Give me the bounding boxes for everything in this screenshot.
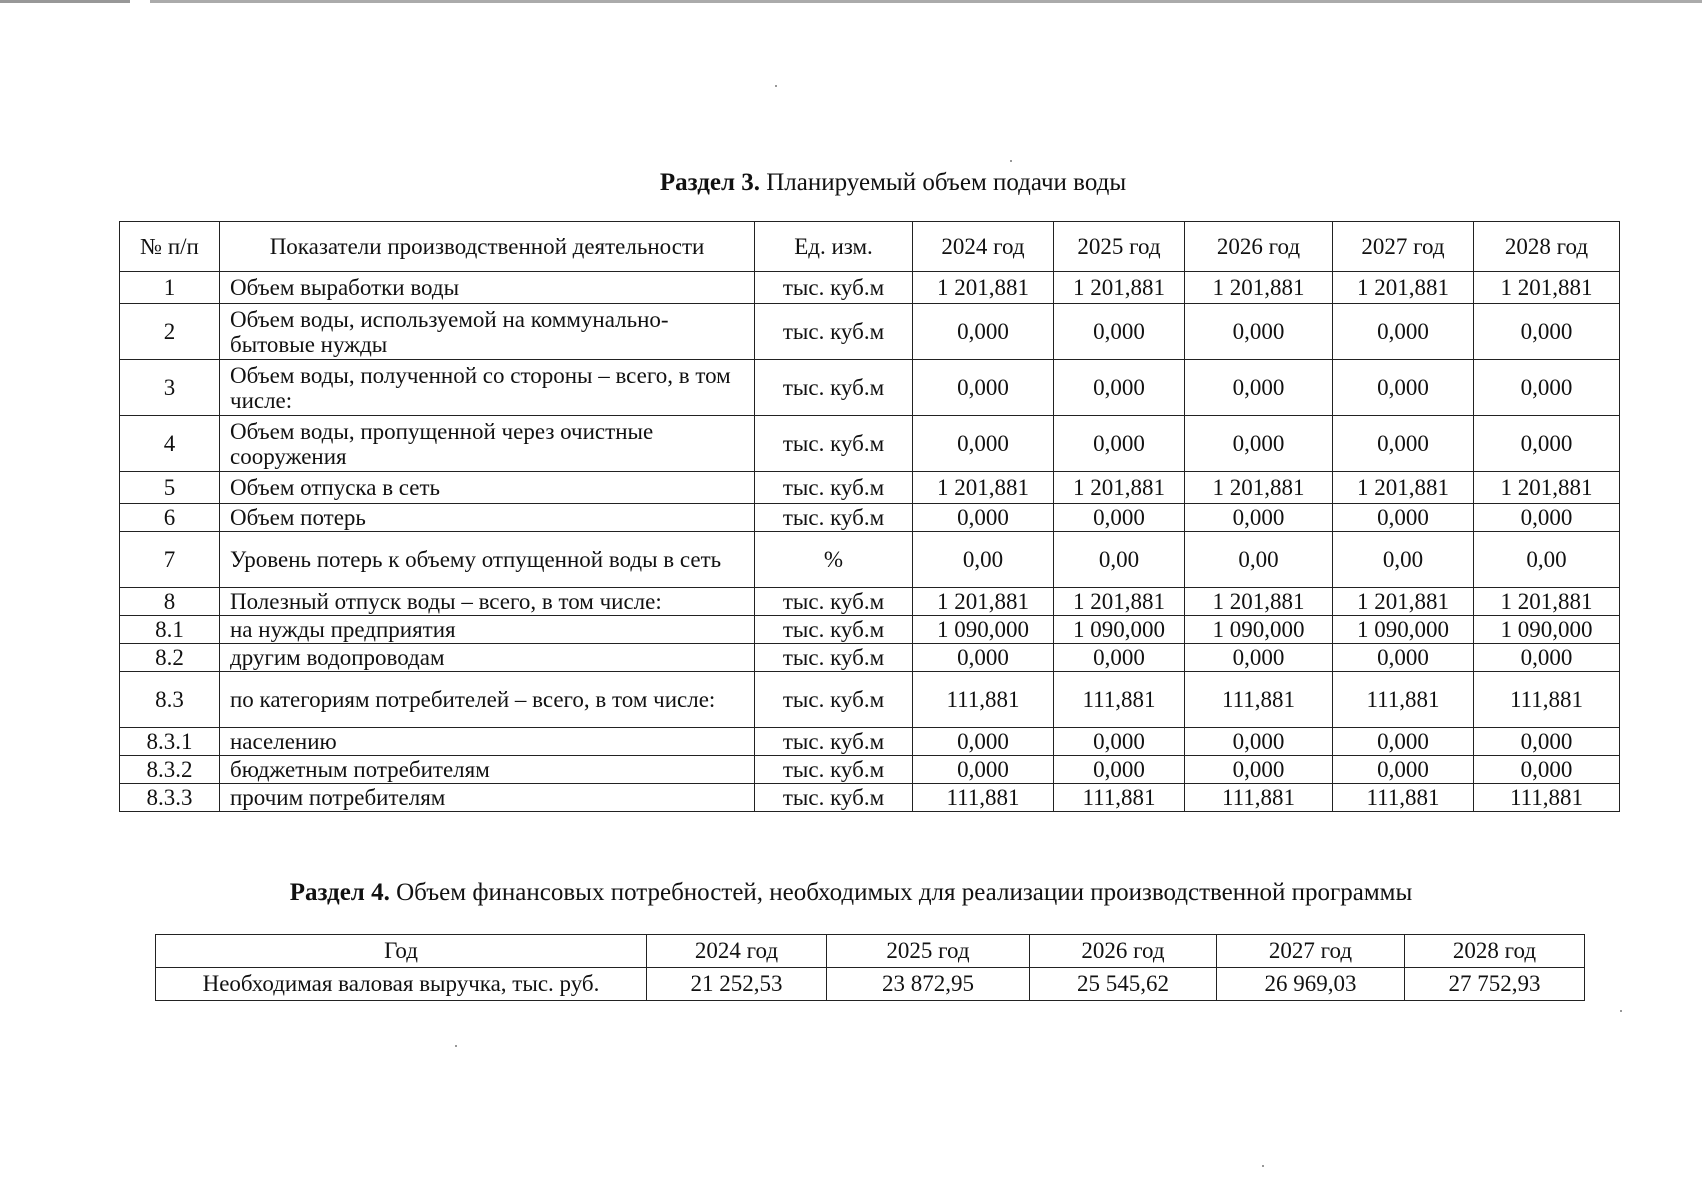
row-value-2027: 111,881 <box>1333 784 1474 812</box>
row-value-2026: 1 201,881 <box>1185 588 1333 616</box>
row-value-2024: 0,000 <box>913 756 1054 784</box>
row-indicator: по категориям потребителей – всего, в том числе: <box>220 672 755 728</box>
row-number: 3 <box>120 360 220 416</box>
table-row <box>156 968 1585 1001</box>
row-indicator: Уровень потерь к объему отпущенной воды в сеть <box>220 532 755 588</box>
row-unit: тыс. куб.м <box>755 672 913 728</box>
table-row <box>120 728 1620 756</box>
row-value-2028: 0,000 <box>1474 644 1620 672</box>
row-indicator: прочим потребителям <box>220 784 755 812</box>
header-2026: 2026 год <box>1030 935 1217 968</box>
row-value-2028: 0,000 <box>1474 728 1620 756</box>
table-header-row <box>156 935 1585 968</box>
row-indicator: Объем выработки воды <box>220 272 755 304</box>
header-2026: 2026 год <box>1185 222 1333 272</box>
water-supply-table <box>119 221 1620 812</box>
row-unit: тыс. куб.м <box>755 784 913 812</box>
row-value-2026: 1 201,881 <box>1185 272 1333 304</box>
row-value-2028: 1 090,000 <box>1474 616 1620 644</box>
header-num: № п/п <box>120 222 220 272</box>
row-number: 8.3.2 <box>120 756 220 784</box>
row-value-2028: 111,881 <box>1474 672 1620 728</box>
section-3-title-bold: Раздел 3. <box>659 169 760 196</box>
row-indicator: Объем отпуска в сеть <box>220 472 755 504</box>
row-number: 7 <box>120 532 220 588</box>
scan-edge-line <box>0 0 1702 3</box>
row-value-2028: 0,000 <box>1474 360 1620 416</box>
row-value-2024: 1 201,881 <box>913 588 1054 616</box>
row-indicator: на нужды предприятия <box>220 616 755 644</box>
row-number: 8.3.3 <box>120 784 220 812</box>
section-4-title-bold: Раздел 4. <box>289 879 390 906</box>
row-unit: тыс. куб.м <box>755 616 913 644</box>
row-value-2027: 1 201,881 <box>1333 472 1474 504</box>
table-row <box>120 672 1620 728</box>
table-row <box>120 416 1620 472</box>
row-value-2028: 0,000 <box>1474 504 1620 532</box>
row-number: 6 <box>120 504 220 532</box>
row-unit: тыс. куб.м <box>755 360 913 416</box>
row-value-2024: 0,000 <box>913 304 1054 360</box>
table-row <box>120 472 1620 504</box>
row-value-2028: 1 201,881 <box>1474 272 1620 304</box>
row-value-2025: 111,881 <box>1054 672 1185 728</box>
row-number: 8.3 <box>120 672 220 728</box>
table-row <box>120 272 1620 304</box>
revenue-2027: 26 969,03 <box>1217 968 1405 1001</box>
header-2028: 2028 год <box>1405 935 1585 968</box>
row-unit: тыс. куб.м <box>755 416 913 472</box>
row-value-2027: 1 201,881 <box>1333 588 1474 616</box>
row-number: 4 <box>120 416 220 472</box>
row-value-2024: 0,000 <box>913 360 1054 416</box>
row-unit: тыс. куб.м <box>755 272 913 304</box>
row-unit: тыс. куб.м <box>755 756 913 784</box>
row-value-2024: 0,00 <box>913 532 1054 588</box>
row-number: 8 <box>120 588 220 616</box>
header-2025: 2025 год <box>827 935 1030 968</box>
header-2027: 2027 год <box>1217 935 1405 968</box>
revenue-2026: 25 545,62 <box>1030 968 1217 1001</box>
header-unit: Ед. изм. <box>755 222 913 272</box>
row-indicator: населению <box>220 728 755 756</box>
row-value-2026: 111,881 <box>1185 672 1333 728</box>
row-value-2026: 111,881 <box>1185 784 1333 812</box>
row-number: 8.1 <box>120 616 220 644</box>
row-indicator: Объем воды, полученной со стороны – всего, в том числе: <box>220 360 755 416</box>
row-value-2024: 0,000 <box>913 728 1054 756</box>
row-value-2024: 1 090,000 <box>913 616 1054 644</box>
row-value-2027: 1 090,000 <box>1333 616 1474 644</box>
revenue-2028: 27 752,93 <box>1405 968 1585 1001</box>
row-value-2026: 0,000 <box>1185 756 1333 784</box>
row-value-2026: 0,000 <box>1185 504 1333 532</box>
row-value-2025: 0,000 <box>1054 304 1185 360</box>
header-year: Год <box>156 935 647 968</box>
row-value-2025: 1 201,881 <box>1054 588 1185 616</box>
table-row <box>120 644 1620 672</box>
section-3-title-text: Планируемый объем подачи воды <box>760 169 1127 196</box>
row-indicator: Объем воды, пропущенной через очистные сооружения <box>220 416 755 472</box>
row-number: 1 <box>120 272 220 304</box>
row-value-2028: 111,881 <box>1474 784 1620 812</box>
row-value-2024: 0,000 <box>913 416 1054 472</box>
row-number: 8.3.1 <box>120 728 220 756</box>
scan-speck <box>455 1045 457 1047</box>
table-row <box>120 756 1620 784</box>
table-row <box>120 532 1620 588</box>
revenue-label: Необходимая валовая выручка, тыс. руб. <box>156 968 647 1001</box>
header-2025: 2025 год <box>1054 222 1185 272</box>
row-value-2024: 0,000 <box>913 504 1054 532</box>
scan-speck <box>1010 160 1012 162</box>
row-value-2028: 0,000 <box>1474 416 1620 472</box>
row-value-2027: 1 201,881 <box>1333 272 1474 304</box>
row-value-2025: 1 201,881 <box>1054 272 1185 304</box>
row-value-2026: 0,000 <box>1185 304 1333 360</box>
row-unit: тыс. куб.м <box>755 728 913 756</box>
row-value-2026: 1 090,000 <box>1185 616 1333 644</box>
row-unit: тыс. куб.м <box>755 304 913 360</box>
row-unit: тыс. куб.м <box>755 644 913 672</box>
row-unit: тыс. куб.м <box>755 504 913 532</box>
header-2028: 2028 год <box>1474 222 1620 272</box>
section-4-title <box>0 878 1702 908</box>
table-row <box>120 304 1620 360</box>
water-supply-table-body <box>120 272 1620 812</box>
row-value-2025: 1 201,881 <box>1054 472 1185 504</box>
row-unit: % <box>755 532 913 588</box>
row-unit: тыс. куб.м <box>755 588 913 616</box>
row-value-2026: 0,000 <box>1185 360 1333 416</box>
row-value-2027: 0,000 <box>1333 756 1474 784</box>
table-row <box>120 504 1620 532</box>
row-value-2027: 0,000 <box>1333 360 1474 416</box>
scan-speck <box>1262 1165 1264 1167</box>
row-unit: тыс. куб.м <box>755 472 913 504</box>
table-header-row <box>120 222 1620 272</box>
row-value-2025: 0,000 <box>1054 728 1185 756</box>
row-value-2027: 111,881 <box>1333 672 1474 728</box>
row-value-2026: 0,000 <box>1185 644 1333 672</box>
row-value-2024: 0,000 <box>913 644 1054 672</box>
row-value-2025: 0,000 <box>1054 756 1185 784</box>
row-indicator: другим водопроводам <box>220 644 755 672</box>
row-value-2027: 0,000 <box>1333 504 1474 532</box>
row-number: 8.2 <box>120 644 220 672</box>
row-indicator: бюджетным потребителям <box>220 756 755 784</box>
row-value-2027: 0,000 <box>1333 644 1474 672</box>
row-value-2027: 0,000 <box>1333 304 1474 360</box>
row-value-2025: 0,000 <box>1054 360 1185 416</box>
row-value-2025: 0,00 <box>1054 532 1185 588</box>
row-value-2028: 1 201,881 <box>1474 472 1620 504</box>
row-value-2027: 0,000 <box>1333 416 1474 472</box>
financial-needs-table <box>155 934 1585 1001</box>
row-number: 2 <box>120 304 220 360</box>
header-indicator: Показатели производственной деятельности <box>220 222 755 272</box>
table-row <box>120 588 1620 616</box>
row-value-2026: 0,000 <box>1185 728 1333 756</box>
header-2024: 2024 год <box>913 222 1054 272</box>
row-value-2028: 0,00 <box>1474 532 1620 588</box>
row-value-2026: 0,000 <box>1185 416 1333 472</box>
row-value-2028: 0,000 <box>1474 756 1620 784</box>
row-indicator: Полезный отпуск воды – всего, в том числе: <box>220 588 755 616</box>
row-indicator: Объем воды, используемой на коммунально-бытовые нужды <box>220 304 755 360</box>
scan-speck <box>775 85 777 87</box>
row-value-2024: 111,881 <box>913 784 1054 812</box>
row-value-2027: 0,00 <box>1333 532 1474 588</box>
row-value-2026: 0,00 <box>1185 532 1333 588</box>
table-row <box>120 360 1620 416</box>
row-value-2024: 1 201,881 <box>913 272 1054 304</box>
row-value-2025: 1 090,000 <box>1054 616 1185 644</box>
table-row <box>120 616 1620 644</box>
table-row <box>120 784 1620 812</box>
row-value-2028: 1 201,881 <box>1474 588 1620 616</box>
header-2027: 2027 год <box>1333 222 1474 272</box>
row-value-2025: 111,881 <box>1054 784 1185 812</box>
row-value-2028: 0,000 <box>1474 304 1620 360</box>
scan-speck <box>1620 1010 1622 1012</box>
section-4-title-text: Объем финансовых потребностей, необходимых для реализации производственной программы <box>389 879 1413 906</box>
row-value-2025: 0,000 <box>1054 644 1185 672</box>
revenue-2025: 23 872,95 <box>827 968 1030 1001</box>
revenue-2024: 21 252,53 <box>647 968 827 1001</box>
row-value-2024: 1 201,881 <box>913 472 1054 504</box>
row-number: 5 <box>120 472 220 504</box>
row-value-2025: 0,000 <box>1054 416 1185 472</box>
row-value-2025: 0,000 <box>1054 504 1185 532</box>
row-value-2026: 1 201,881 <box>1185 472 1333 504</box>
row-value-2024: 111,881 <box>913 672 1054 728</box>
row-indicator: Объем потерь <box>220 504 755 532</box>
row-value-2027: 0,000 <box>1333 728 1474 756</box>
section-3-title <box>0 168 1702 198</box>
header-2024: 2024 год <box>647 935 827 968</box>
